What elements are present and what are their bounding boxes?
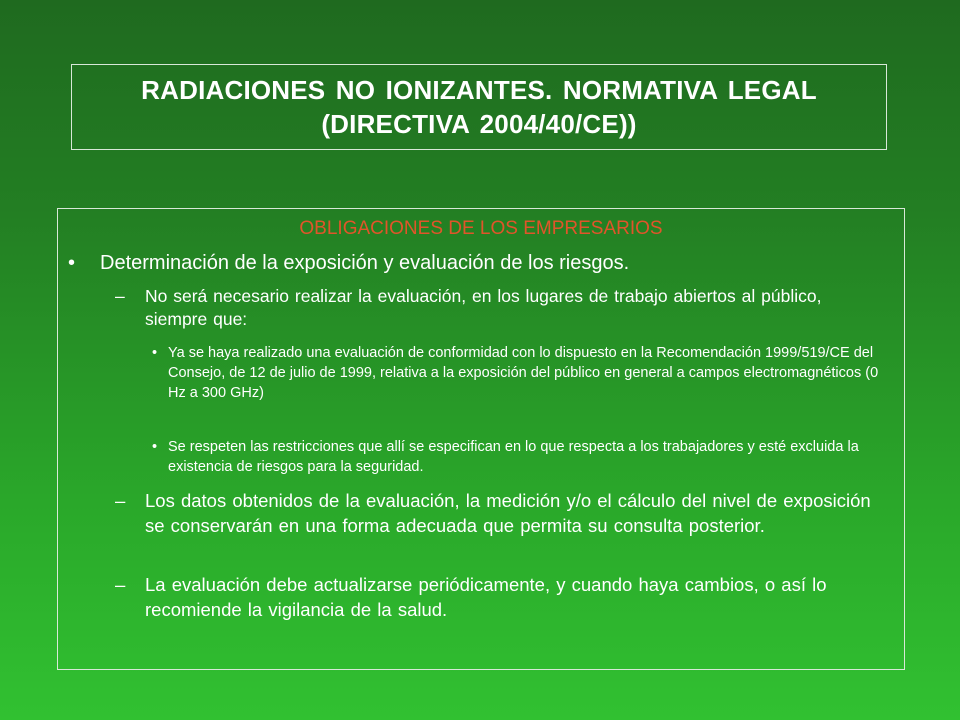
bullet-icon: • <box>152 439 158 455</box>
slide-title: RADIACIONES NO IONIZANTES. NORMATIVA LEGAL (DIRECTIVA 2004/40/CE)) <box>141 75 817 139</box>
dash-icon: – <box>115 574 126 595</box>
subsubitem-text: Ya se haya realizado una evaluación de conformidad con lo dispuesto en la Recomendación 1999/519/CE del Consejo, de 12 de julio de 1999, relativa a la exposición del público en general a campos electromagnéticos (0 Hz a 300 GHz) <box>168 345 879 401</box>
subsubitem <box>152 437 898 477</box>
content-box <box>57 208 905 670</box>
subsubitem <box>152 343 898 403</box>
section-subtitle: OBLIGACIONES DE LOS EMPRESARIOS <box>299 218 663 239</box>
title-box <box>71 64 887 150</box>
bullet-text: Determinación de la exposición y evaluación de los riesgos. <box>100 252 630 274</box>
bullet-item <box>68 250 880 276</box>
subitem <box>115 285 885 331</box>
subitem <box>115 489 885 538</box>
subitem <box>115 573 885 622</box>
subitem-text: Los datos obtenidos de la evaluación, la medición y/o el cálculo del nivel de exposición se conservarán en una forma adecuada que permita su consulta posterior. <box>145 490 871 536</box>
bullet-icon: • <box>152 345 158 361</box>
dash-icon: – <box>115 490 126 511</box>
subitem-text: No será necesario realizar la evaluación, en los lugares de trabajo abiertos al público, siempre que: <box>145 286 822 329</box>
subitem-text: La evaluación debe actualizarse periódicamente, y cuando haya cambios, o así lo recomiende la vigilancia de la salud. <box>145 574 827 620</box>
bullet-icon: • <box>68 252 76 274</box>
dash-icon: – <box>115 286 125 306</box>
subsubitem-text: Se respeten las restricciones que allí se especifican en lo que respecta a los trabajadores y esté excluida la existencia de riesgos para la seguridad. <box>168 439 859 475</box>
